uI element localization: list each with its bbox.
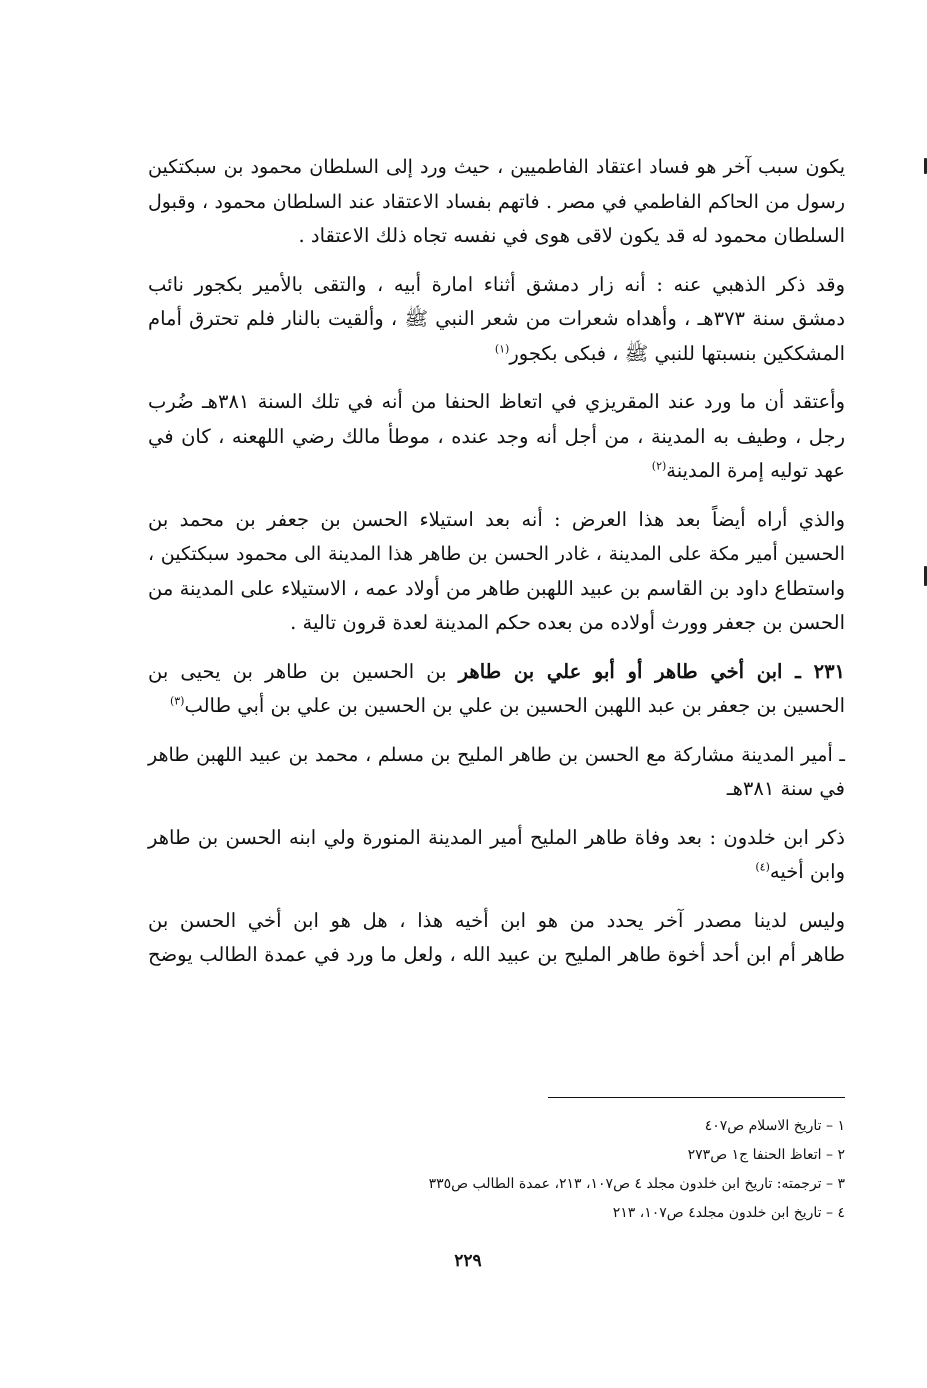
paragraph-1: [148, 150, 845, 254]
paragraph-8: [148, 904, 845, 973]
text-line: يكون سبب آخر هو فساد اعتقاد الفاطميين ، حيث ورد إلى السلطان محمود بن سبكتكين: [148, 156, 845, 178]
text-line: [148, 454, 845, 489]
footnote-divider: [548, 1097, 845, 1098]
footnote-1: ١ – تاريخ الاسلام ص٤٠٧: [704, 1118, 845, 1134]
text-line: في سنة ٣٨١هـ: [726, 777, 845, 800]
footnote-2: ٢ – اتعاظ الحنفا ج١ ص٢٧٣: [687, 1147, 845, 1163]
text-line: ـ أمير المدينة مشاركة مع الحسن بن طاهر المليح بن مسلم ، محمد بن عبيد اللهبن طاهر: [148, 743, 845, 766]
text-line: ذكر ابن خلدون : بعد وفاة طاهر المليح أمير المدينة المنورة ولي ابنه الحسن بن طاهر: [148, 825, 845, 849]
entry-231: [148, 655, 845, 724]
text-line: طاهر أم ابن أحد أخوة طاهر المليح بن عبيد الله ، ولعل ما ورد في عمدة الطالب يوضح: [148, 943, 845, 966]
text-line: رجل ، وطيف به المدينة ، من أجل أنه وجد عنده ، موطأ مالك رضي اللهعنه ، كان في: [148, 424, 845, 448]
text-line: [148, 855, 845, 890]
paragraph-6: [148, 738, 845, 807]
text-line: السلطان محمود له قد يكون لاقى هوى في نفسه تجاه ذلك الاعتقاد .: [298, 224, 845, 247]
footnote-3: ٣ – ترجمته: تاريخ ابن خلدون مجلد ٤ ص١٠٧، ٢١٣، عمدة الطالب ص٣٣٥: [428, 1176, 845, 1192]
text-line: دمشق سنة ٣٧٣هـ ، وأهداه شعرات من شعر النبي ﷺ ، وألقيت بالنار فلم تحترق أمام: [148, 307, 845, 330]
text-line: والذي أراه أيضاً بعد هذا العرض : أنه بعد استيلاء الحسن بن جعفر بن محمد بن: [148, 507, 845, 531]
main-text: [148, 150, 845, 987]
text-segment: المشككين بنسبتها للنبي ﷺ ، فبكى بكجور: [509, 341, 845, 365]
text-line: رسول من الحاكم الفاطمي في مصر . فاتهم بفساد الاعتقاد عند السلطان محمود ، وقبول: [148, 190, 845, 213]
text-segment: الحسين بن جعفر بن عبد اللهبن الحسين بن علي بن الحسين بن علي بن أبي طالب: [184, 694, 845, 717]
text-line: واستطاع داود بن القاسم بن عبيد اللهبن طاهر من أولاد عمه ، الاستيلاء على المدينة من: [148, 576, 845, 600]
text-line: [148, 655, 845, 690]
text-line: الحسن بن جعفر وورث أولاده من بعده حكم المدينة لعدة قرون تالية .: [290, 611, 845, 634]
footnote-marker: (٢): [651, 459, 667, 473]
page-number: ٢٢٩: [454, 1251, 482, 1271]
text-line: وليس لدينا مصدر آخر يحدد من هو ابن أخيه هذا ، هل هو ابن أخي الحسن بن: [148, 908, 845, 932]
footnotes: [300, 1112, 845, 1228]
footnote-4: ٤ – تاريخ ابن خلدون مجلد٤ ص١٠٧، ٢١٣: [612, 1205, 845, 1221]
text-line: [148, 689, 845, 724]
text-line: الحسين أمير مكة على المدينة ، غادر الحسن بن طاهر هذا المدينة الى محمود سبكتكين ،: [148, 543, 845, 565]
text-segment: وابن أخيه: [769, 860, 845, 883]
footnote-marker: (١): [494, 342, 510, 355]
text-line: [148, 337, 845, 372]
footnote-marker: (٤): [755, 860, 770, 874]
text-segment: بن الحسين بن طاهر بن يحيى بن: [148, 659, 459, 683]
entry-heading: ٢٣١ ـ ابن أخي طاهر أو أبو علي بن طاهر: [458, 659, 846, 683]
paragraph-2: [148, 268, 845, 372]
paragraph-7: [148, 821, 845, 890]
text-line: وقد ذكر الذهبي عنه : أنه زار دمشق أثناء امارة أبيه ، والتقى بالأمير بكجور نائب: [148, 272, 845, 296]
footnote-marker: (٣): [169, 694, 185, 708]
paragraph-4: [148, 503, 845, 641]
paragraph-3: [148, 385, 845, 489]
text-segment: عهد توليه إمرة المدينة: [666, 459, 845, 482]
text-line: وأعتقد أن ما ورد عند المقريزي في اتعاظ الحنفا من أنه في تلك السنة ٣٨١هـ ضُرب: [148, 390, 845, 413]
